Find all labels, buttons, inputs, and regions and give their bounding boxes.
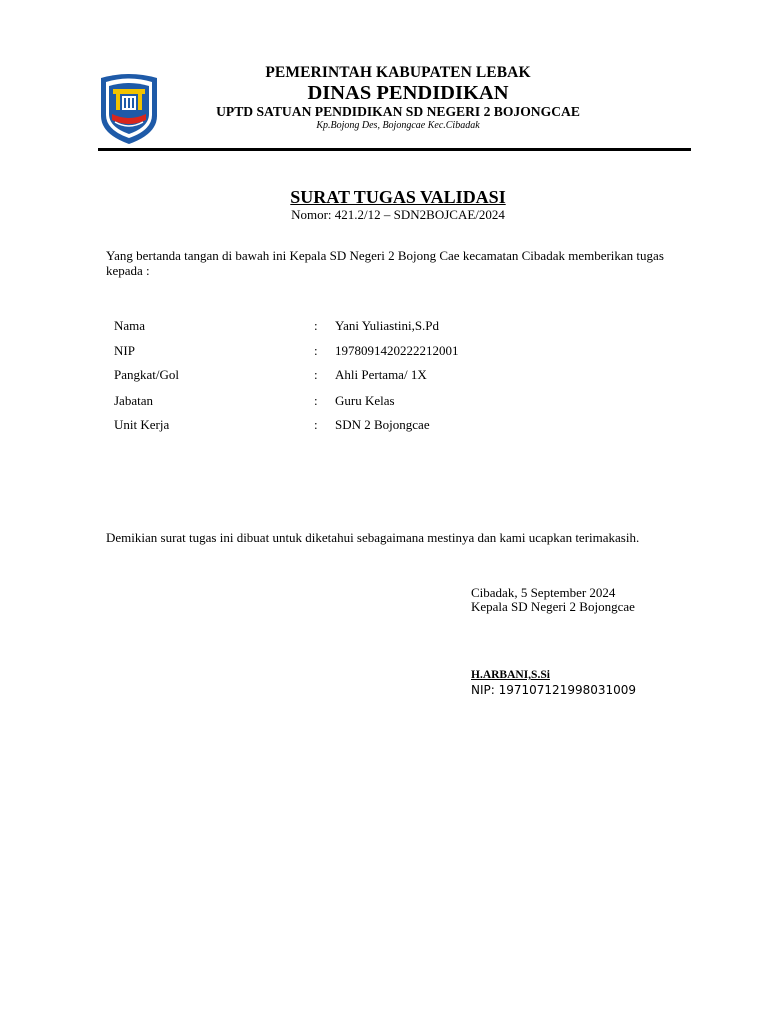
field-label-nama: Nama [114, 318, 146, 333]
field-value-pangkat: Ahli Pertama/ 1X [335, 367, 427, 382]
field-value-jabatan: Guru Kelas [335, 393, 395, 408]
field-colon: : [314, 367, 318, 382]
field-label-nip: NIP [114, 343, 135, 358]
field-value-nip: 1978091420222212001 [335, 343, 459, 358]
signature-nip: NIP: 197107121998031009 [471, 683, 637, 697]
header-government: PEMERINTAH KABUPATEN LEBAK [265, 64, 531, 81]
field-label-jabatan: Jabatan [114, 393, 153, 408]
field-label-pangkat: Pangkat/Gol [114, 367, 179, 382]
signature-role: Kepala SD Negeri 2 Bojongcae [471, 599, 635, 614]
field-colon: : [314, 343, 318, 358]
header-school: UPTD SATUAN PENDIDIKAN SD NEGERI 2 BOJONGCAE [216, 104, 580, 119]
header-divider [98, 148, 691, 151]
signature-place-date: Cibadak, 5 September 2024 [471, 585, 616, 600]
field-value-nama: Yani Yuliastini,S.Pd [335, 318, 440, 333]
letter-title: SURAT TUGAS VALIDASI [290, 187, 506, 207]
field-value-unit-kerja: SDN 2 Bojongcae [335, 417, 430, 432]
letter-intro: Yang bertanda tangan di bawah ini Kepala SD Negeri 2 Bojong Cae kecamatan Cibadak memberikan tugas kepada : [106, 248, 664, 278]
field-colon: : [314, 417, 318, 432]
signature-name: H.ARBANI,S.Si [471, 669, 550, 681]
header-department: DINAS PENDIDIKAN [307, 82, 509, 104]
header-address: Kp.Bojong Des, Bojongcae Kec.Cibadak [316, 120, 480, 131]
field-colon: : [314, 393, 318, 408]
field-label-unit-kerja: Unit Kerja [114, 417, 170, 432]
letter-number: Nomor: 421.2/12 – SDN2BOJCAE/2024 [291, 207, 505, 222]
letter-closing: Demikian surat tugas ini dibuat untuk diketahui sebagaimana mestinya dan kami ucapkan terimakasih. [106, 530, 640, 545]
field-colon: : [314, 318, 318, 333]
